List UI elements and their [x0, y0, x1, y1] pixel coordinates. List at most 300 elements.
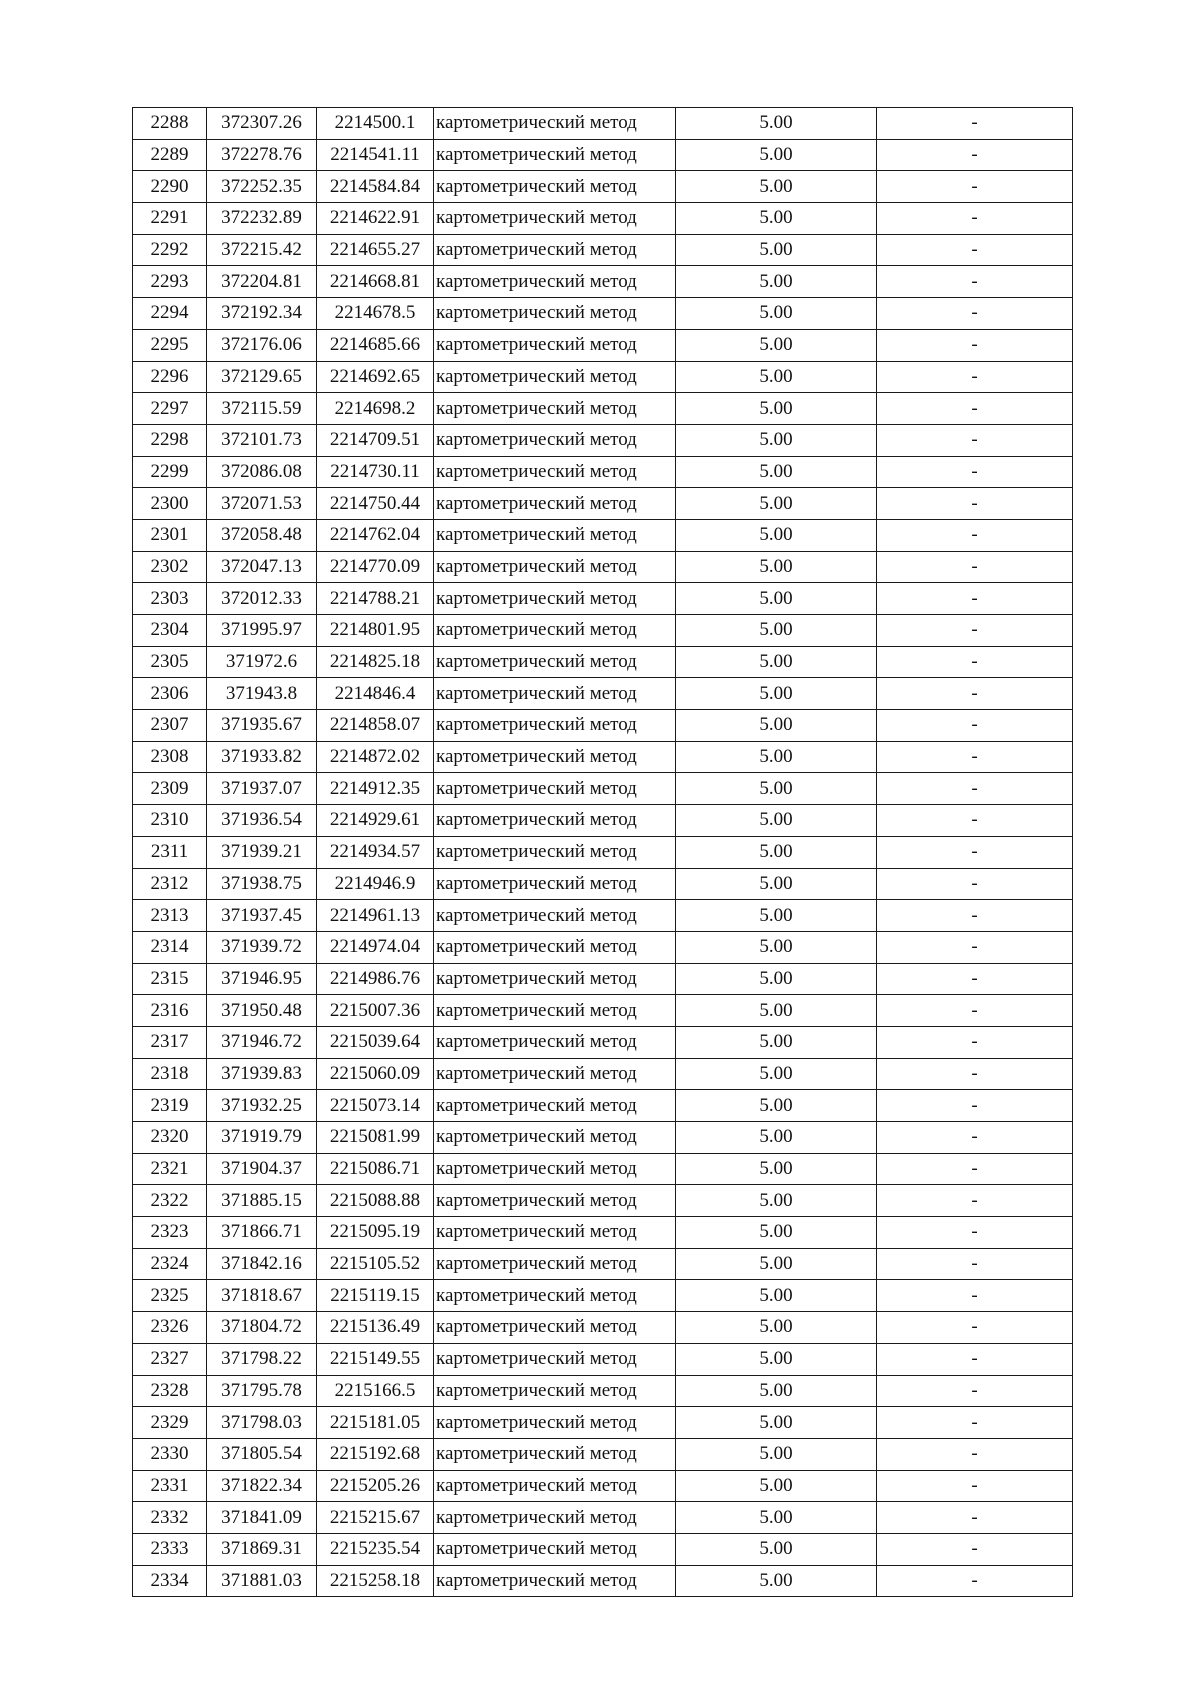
method-cell: картометрический метод: [434, 298, 676, 330]
precision-cell: 5.00: [676, 995, 877, 1027]
method-cell: картометрический метод: [434, 488, 676, 520]
description-cell: -: [877, 741, 1073, 773]
y-coordinate-cell: 2214912.35: [317, 773, 434, 805]
description-cell: -: [877, 583, 1073, 615]
method-cell: картометрический метод: [434, 203, 676, 235]
method-cell: картометрический метод: [434, 1533, 676, 1565]
method-cell: картометрический метод: [434, 1185, 676, 1217]
point-number-cell: 2325: [133, 1280, 207, 1312]
x-coordinate-cell: 372012.33: [207, 583, 317, 615]
point-number-cell: 2289: [133, 139, 207, 171]
y-coordinate-cell: 2215258.18: [317, 1565, 434, 1597]
description-cell: -: [877, 963, 1073, 995]
precision-cell: 5.00: [676, 139, 877, 171]
description-cell: -: [877, 1153, 1073, 1185]
point-number-cell: 2323: [133, 1217, 207, 1249]
table-row: [133, 488, 1073, 520]
method-cell: картометрический метод: [434, 773, 676, 805]
x-coordinate-cell: 372192.34: [207, 298, 317, 330]
x-coordinate-cell: 372232.89: [207, 203, 317, 235]
x-coordinate-cell: 372086.08: [207, 456, 317, 488]
y-coordinate-cell: 2214622.91: [317, 203, 434, 235]
precision-cell: 5.00: [676, 615, 877, 647]
y-coordinate-cell: 2215060.09: [317, 1058, 434, 1090]
method-cell: картометрический метод: [434, 615, 676, 647]
point-number-cell: 2327: [133, 1343, 207, 1375]
precision-cell: 5.00: [676, 551, 877, 583]
description-cell: -: [877, 203, 1073, 235]
point-number-cell: 2293: [133, 266, 207, 298]
description-cell: -: [877, 1565, 1073, 1597]
precision-cell: 5.00: [676, 456, 877, 488]
y-coordinate-cell: 2215105.52: [317, 1248, 434, 1280]
method-cell: картометрический метод: [434, 1312, 676, 1344]
table-row: [133, 1248, 1073, 1280]
method-cell: картометрический метод: [434, 1407, 676, 1439]
y-coordinate-cell: 2214541.11: [317, 139, 434, 171]
point-number-cell: 2318: [133, 1058, 207, 1090]
description-cell: -: [877, 108, 1073, 140]
y-coordinate-cell: 2215181.05: [317, 1407, 434, 1439]
method-cell: картометрический метод: [434, 1026, 676, 1058]
precision-cell: 5.00: [676, 1343, 877, 1375]
precision-cell: 5.00: [676, 868, 877, 900]
table-row: [133, 203, 1073, 235]
description-cell: -: [877, 995, 1073, 1027]
precision-cell: 5.00: [676, 1280, 877, 1312]
method-cell: картометрический метод: [434, 1343, 676, 1375]
point-number-cell: 2312: [133, 868, 207, 900]
table-row: [133, 1312, 1073, 1344]
table-row: [133, 1280, 1073, 1312]
precision-cell: 5.00: [676, 361, 877, 393]
description-cell: -: [877, 266, 1073, 298]
y-coordinate-cell: 2215205.26: [317, 1470, 434, 1502]
precision-cell: 5.00: [676, 678, 877, 710]
table-row: [133, 266, 1073, 298]
table-row: [133, 456, 1073, 488]
point-number-cell: 2290: [133, 171, 207, 203]
table-row: [133, 1090, 1073, 1122]
description-cell: -: [877, 1533, 1073, 1565]
x-coordinate-cell: 372204.81: [207, 266, 317, 298]
y-coordinate-cell: 2215149.55: [317, 1343, 434, 1375]
table-row: [133, 1217, 1073, 1249]
description-cell: -: [877, 615, 1073, 647]
precision-cell: 5.00: [676, 1153, 877, 1185]
precision-cell: 5.00: [676, 773, 877, 805]
table-row: [133, 1122, 1073, 1154]
description-cell: -: [877, 1026, 1073, 1058]
y-coordinate-cell: 2215119.15: [317, 1280, 434, 1312]
description-cell: -: [877, 1280, 1073, 1312]
method-cell: картометрический метод: [434, 900, 676, 932]
precision-cell: 5.00: [676, 963, 877, 995]
x-coordinate-cell: 371869.31: [207, 1533, 317, 1565]
table-row: [133, 900, 1073, 932]
y-coordinate-cell: 2215166.5: [317, 1375, 434, 1407]
y-coordinate-cell: 2214872.02: [317, 741, 434, 773]
method-cell: картометрический метод: [434, 1122, 676, 1154]
description-cell: -: [877, 488, 1073, 520]
x-coordinate-cell: 371937.45: [207, 900, 317, 932]
method-cell: картометрический метод: [434, 1153, 676, 1185]
table-row: [133, 931, 1073, 963]
point-number-cell: 2314: [133, 931, 207, 963]
point-number-cell: 2297: [133, 393, 207, 425]
method-cell: картометрический метод: [434, 741, 676, 773]
precision-cell: 5.00: [676, 900, 877, 932]
y-coordinate-cell: 2214750.44: [317, 488, 434, 520]
table-row: [133, 868, 1073, 900]
precision-cell: 5.00: [676, 1533, 877, 1565]
y-coordinate-cell: 2215007.36: [317, 995, 434, 1027]
y-coordinate-cell: 2214709.51: [317, 424, 434, 456]
description-cell: -: [877, 1438, 1073, 1470]
description-cell: -: [877, 773, 1073, 805]
precision-cell: 5.00: [676, 298, 877, 330]
point-number-cell: 2316: [133, 995, 207, 1027]
method-cell: картометрический метод: [434, 1438, 676, 1470]
precision-cell: 5.00: [676, 1026, 877, 1058]
description-cell: -: [877, 678, 1073, 710]
x-coordinate-cell: 371822.34: [207, 1470, 317, 1502]
x-coordinate-cell: 372129.65: [207, 361, 317, 393]
y-coordinate-cell: 2215039.64: [317, 1026, 434, 1058]
point-number-cell: 2305: [133, 646, 207, 678]
method-cell: картометрический метод: [434, 329, 676, 361]
description-cell: -: [877, 931, 1073, 963]
x-coordinate-cell: 371946.95: [207, 963, 317, 995]
description-cell: -: [877, 551, 1073, 583]
method-cell: картометрический метод: [434, 1470, 676, 1502]
method-cell: картометрический метод: [434, 836, 676, 868]
table-row: [133, 1438, 1073, 1470]
y-coordinate-cell: 2214825.18: [317, 646, 434, 678]
x-coordinate-cell: 371939.72: [207, 931, 317, 963]
description-cell: -: [877, 1217, 1073, 1249]
y-coordinate-cell: 2214762.04: [317, 519, 434, 551]
precision-cell: 5.00: [676, 1058, 877, 1090]
x-coordinate-cell: 372071.53: [207, 488, 317, 520]
table-row: [133, 1375, 1073, 1407]
method-cell: картометрический метод: [434, 551, 676, 583]
point-number-cell: 2303: [133, 583, 207, 615]
x-coordinate-cell: 371943.8: [207, 678, 317, 710]
x-coordinate-cell: 371939.83: [207, 1058, 317, 1090]
description-cell: -: [877, 900, 1073, 932]
x-coordinate-cell: 371798.03: [207, 1407, 317, 1439]
x-coordinate-cell: 371904.37: [207, 1153, 317, 1185]
point-number-cell: 2294: [133, 298, 207, 330]
precision-cell: 5.00: [676, 234, 877, 266]
method-cell: картометрический метод: [434, 1248, 676, 1280]
point-number-cell: 2304: [133, 615, 207, 647]
table-row: [133, 1565, 1073, 1597]
x-coordinate-cell: 372115.59: [207, 393, 317, 425]
table-row: [133, 519, 1073, 551]
method-cell: картометрический метод: [434, 456, 676, 488]
y-coordinate-cell: 2214770.09: [317, 551, 434, 583]
description-cell: -: [877, 1312, 1073, 1344]
precision-cell: 5.00: [676, 710, 877, 742]
precision-cell: 5.00: [676, 1217, 877, 1249]
method-cell: картометрический метод: [434, 266, 676, 298]
point-number-cell: 2311: [133, 836, 207, 868]
table-row: [133, 424, 1073, 456]
description-cell: -: [877, 1343, 1073, 1375]
method-cell: картометрический метод: [434, 1375, 676, 1407]
x-coordinate-cell: 372252.35: [207, 171, 317, 203]
y-coordinate-cell: 2215215.67: [317, 1502, 434, 1534]
x-coordinate-cell: 372176.06: [207, 329, 317, 361]
y-coordinate-cell: 2215136.49: [317, 1312, 434, 1344]
y-coordinate-cell: 2215086.71: [317, 1153, 434, 1185]
point-number-cell: 2332: [133, 1502, 207, 1534]
description-cell: -: [877, 710, 1073, 742]
precision-cell: 5.00: [676, 424, 877, 456]
table-row: [133, 646, 1073, 678]
point-number-cell: 2308: [133, 741, 207, 773]
method-cell: картометрический метод: [434, 361, 676, 393]
precision-cell: 5.00: [676, 646, 877, 678]
description-cell: -: [877, 1407, 1073, 1439]
description-cell: -: [877, 836, 1073, 868]
table-row: [133, 678, 1073, 710]
y-coordinate-cell: 2214788.21: [317, 583, 434, 615]
table-row: [133, 551, 1073, 583]
precision-cell: 5.00: [676, 805, 877, 837]
x-coordinate-cell: 371946.72: [207, 1026, 317, 1058]
x-coordinate-cell: 371818.67: [207, 1280, 317, 1312]
method-cell: картометрический метод: [434, 868, 676, 900]
y-coordinate-cell: 2214698.2: [317, 393, 434, 425]
y-coordinate-cell: 2214730.11: [317, 456, 434, 488]
method-cell: картометрический метод: [434, 646, 676, 678]
point-number-cell: 2329: [133, 1407, 207, 1439]
point-number-cell: 2306: [133, 678, 207, 710]
precision-cell: 5.00: [676, 741, 877, 773]
point-number-cell: 2324: [133, 1248, 207, 1280]
coordinates-table-body: [133, 108, 1073, 1597]
method-cell: картометрический метод: [434, 139, 676, 171]
table-row: [133, 995, 1073, 1027]
method-cell: картометрический метод: [434, 171, 676, 203]
table-row: [133, 741, 1073, 773]
table-row: [133, 615, 1073, 647]
table-row: [133, 298, 1073, 330]
y-coordinate-cell: 2214584.84: [317, 171, 434, 203]
method-cell: картометрический метод: [434, 519, 676, 551]
x-coordinate-cell: 371995.97: [207, 615, 317, 647]
description-cell: -: [877, 646, 1073, 678]
y-coordinate-cell: 2214961.13: [317, 900, 434, 932]
description-cell: -: [877, 171, 1073, 203]
y-coordinate-cell: 2214692.65: [317, 361, 434, 393]
y-coordinate-cell: 2214946.9: [317, 868, 434, 900]
description-cell: -: [877, 361, 1073, 393]
point-number-cell: 2330: [133, 1438, 207, 1470]
table-row: [133, 1533, 1073, 1565]
point-number-cell: 2291: [133, 203, 207, 235]
precision-cell: 5.00: [676, 329, 877, 361]
point-number-cell: 2319: [133, 1090, 207, 1122]
precision-cell: 5.00: [676, 931, 877, 963]
x-coordinate-cell: 371919.79: [207, 1122, 317, 1154]
point-number-cell: 2292: [133, 234, 207, 266]
method-cell: картометрический метод: [434, 1565, 676, 1597]
table-row: [133, 1026, 1073, 1058]
table-row: [133, 1502, 1073, 1534]
y-coordinate-cell: 2214668.81: [317, 266, 434, 298]
table-row: [133, 805, 1073, 837]
y-coordinate-cell: 2215192.68: [317, 1438, 434, 1470]
precision-cell: 5.00: [676, 1185, 877, 1217]
method-cell: картометрический метод: [434, 931, 676, 963]
description-cell: -: [877, 805, 1073, 837]
x-coordinate-cell: 371938.75: [207, 868, 317, 900]
method-cell: картометрический метод: [434, 995, 676, 1027]
point-number-cell: 2331: [133, 1470, 207, 1502]
description-cell: -: [877, 1248, 1073, 1280]
table-row: [133, 1470, 1073, 1502]
x-coordinate-cell: 371972.6: [207, 646, 317, 678]
point-number-cell: 2328: [133, 1375, 207, 1407]
precision-cell: 5.00: [676, 266, 877, 298]
x-coordinate-cell: 371936.54: [207, 805, 317, 837]
point-number-cell: 2334: [133, 1565, 207, 1597]
method-cell: картометрический метод: [434, 1280, 676, 1312]
x-coordinate-cell: 371950.48: [207, 995, 317, 1027]
method-cell: картометрический метод: [434, 583, 676, 615]
y-coordinate-cell: 2215088.88: [317, 1185, 434, 1217]
x-coordinate-cell: 371881.03: [207, 1565, 317, 1597]
precision-cell: 5.00: [676, 171, 877, 203]
description-cell: -: [877, 234, 1073, 266]
description-cell: -: [877, 1122, 1073, 1154]
description-cell: -: [877, 456, 1073, 488]
method-cell: картометрический метод: [434, 963, 676, 995]
y-coordinate-cell: 2215081.99: [317, 1122, 434, 1154]
x-coordinate-cell: 371935.67: [207, 710, 317, 742]
x-coordinate-cell: 372047.13: [207, 551, 317, 583]
precision-cell: 5.00: [676, 1407, 877, 1439]
point-number-cell: 2295: [133, 329, 207, 361]
x-coordinate-cell: 372101.73: [207, 424, 317, 456]
point-number-cell: 2301: [133, 519, 207, 551]
precision-cell: 5.00: [676, 519, 877, 551]
description-cell: -: [877, 1058, 1073, 1090]
precision-cell: 5.00: [676, 1438, 877, 1470]
point-number-cell: 2315: [133, 963, 207, 995]
description-cell: -: [877, 519, 1073, 551]
description-cell: -: [877, 1375, 1073, 1407]
precision-cell: 5.00: [676, 1565, 877, 1597]
coordinates-table: [132, 107, 1073, 1597]
x-coordinate-cell: 372307.26: [207, 108, 317, 140]
y-coordinate-cell: 2214801.95: [317, 615, 434, 647]
table-row: [133, 1058, 1073, 1090]
table-row: [133, 361, 1073, 393]
x-coordinate-cell: 371937.07: [207, 773, 317, 805]
method-cell: картометрический метод: [434, 108, 676, 140]
point-number-cell: 2317: [133, 1026, 207, 1058]
table-row: [133, 1185, 1073, 1217]
y-coordinate-cell: 2214846.4: [317, 678, 434, 710]
table-row: [133, 393, 1073, 425]
table-row: [133, 773, 1073, 805]
y-coordinate-cell: 2215073.14: [317, 1090, 434, 1122]
description-cell: -: [877, 298, 1073, 330]
method-cell: картометрический метод: [434, 1217, 676, 1249]
x-coordinate-cell: 372215.42: [207, 234, 317, 266]
y-coordinate-cell: 2214500.1: [317, 108, 434, 140]
table-row: [133, 329, 1073, 361]
precision-cell: 5.00: [676, 1248, 877, 1280]
table-row: [133, 1343, 1073, 1375]
x-coordinate-cell: 371804.72: [207, 1312, 317, 1344]
precision-cell: 5.00: [676, 1312, 877, 1344]
point-number-cell: 2299: [133, 456, 207, 488]
point-number-cell: 2326: [133, 1312, 207, 1344]
precision-cell: 5.00: [676, 393, 877, 425]
point-number-cell: 2307: [133, 710, 207, 742]
precision-cell: 5.00: [676, 488, 877, 520]
precision-cell: 5.00: [676, 1122, 877, 1154]
point-number-cell: 2322: [133, 1185, 207, 1217]
method-cell: картометрический метод: [434, 805, 676, 837]
description-cell: -: [877, 139, 1073, 171]
point-number-cell: 2310: [133, 805, 207, 837]
precision-cell: 5.00: [676, 836, 877, 868]
method-cell: картометрический метод: [434, 393, 676, 425]
precision-cell: 5.00: [676, 203, 877, 235]
x-coordinate-cell: 371866.71: [207, 1217, 317, 1249]
description-cell: -: [877, 424, 1073, 456]
precision-cell: 5.00: [676, 108, 877, 140]
point-number-cell: 2320: [133, 1122, 207, 1154]
point-number-cell: 2321: [133, 1153, 207, 1185]
table-row: [133, 1153, 1073, 1185]
table-row: [133, 108, 1073, 140]
method-cell: картометрический метод: [434, 710, 676, 742]
y-coordinate-cell: 2215235.54: [317, 1533, 434, 1565]
x-coordinate-cell: 371842.16: [207, 1248, 317, 1280]
method-cell: картометрический метод: [434, 1090, 676, 1122]
y-coordinate-cell: 2214655.27: [317, 234, 434, 266]
precision-cell: 5.00: [676, 1375, 877, 1407]
x-coordinate-cell: 371805.54: [207, 1438, 317, 1470]
precision-cell: 5.00: [676, 1090, 877, 1122]
table-row: [133, 583, 1073, 615]
table-row: [133, 710, 1073, 742]
description-cell: -: [877, 1502, 1073, 1534]
precision-cell: 5.00: [676, 1470, 877, 1502]
description-cell: -: [877, 1470, 1073, 1502]
point-number-cell: 2302: [133, 551, 207, 583]
y-coordinate-cell: 2214974.04: [317, 931, 434, 963]
point-number-cell: 2333: [133, 1533, 207, 1565]
method-cell: картометрический метод: [434, 1058, 676, 1090]
table-row: [133, 836, 1073, 868]
point-number-cell: 2296: [133, 361, 207, 393]
y-coordinate-cell: 2214685.66: [317, 329, 434, 361]
point-number-cell: 2300: [133, 488, 207, 520]
y-coordinate-cell: 2214678.5: [317, 298, 434, 330]
method-cell: картометрический метод: [434, 1502, 676, 1534]
x-coordinate-cell: 372058.48: [207, 519, 317, 551]
description-cell: -: [877, 868, 1073, 900]
